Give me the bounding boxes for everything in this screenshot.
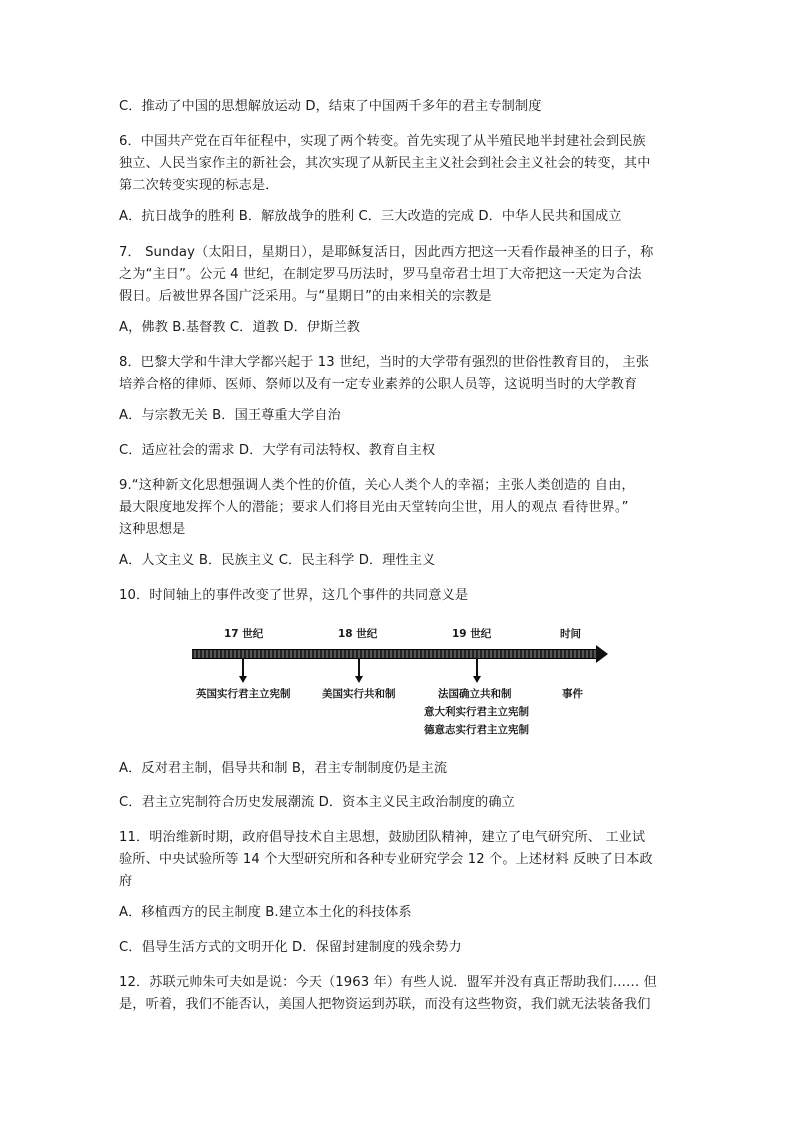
arrow-down-icon: [355, 676, 363, 683]
timeline-event-label: 事件: [562, 688, 583, 700]
text-line: C．推动了中国的思想解放运动 D，结束了中国两千多年的君主专制制度: [119, 99, 542, 114]
timeline-period-19: 19 世纪: [452, 628, 492, 640]
text-line: 府: [119, 874, 133, 889]
text-line: A．与宗教无关 B．国王尊重大学自治: [119, 408, 341, 423]
text-line: 验所、中央试验所等 14 个大型研究所和各种专业研究学会 12 个。上述材料 反映了日本政: [119, 852, 653, 867]
timeline-period-18: 18 世纪: [338, 628, 378, 640]
text-line: C．君主立宪制符合历史发展潮流 D．资本主义民主政治制度的确立: [119, 795, 515, 810]
timeline-axis: [192, 649, 596, 659]
arrow-down-icon: [239, 676, 247, 683]
text-line: 11．明治维新时期，政府倡导技术自主思想，鼓励团队精神，建立了电气研究所、 工业试: [119, 830, 646, 845]
text-line: 9.“这种新文化思想强调人类个性的价值，关心人类个人的幸福；主张人类创造的 自由，: [119, 478, 635, 493]
text-line: 6．中国共产党在百年征程中，实现了两个转变。首先实现了从半殖民地半封建社会到民族: [119, 134, 646, 149]
text-line: C．倡导生活方式的文明开化 D．保留封建制度的残余势力: [119, 940, 462, 955]
text-line: 7． Sunday（太阳日，星期日），是耶稣复活日，因此西方把这一天看作最神圣的日子，称: [119, 245, 654, 260]
text-line: 培养合格的律师、医师、祭师以及有一定专业素养的公职人员等，这说明当时的大学教育: [119, 377, 638, 392]
text-line: A．人文主义 B．民族主义 C．民主科学 D．理性主义: [119, 553, 436, 568]
timeline-event-18: 美国实行共和制: [322, 688, 396, 700]
timeline-event-19b: 意大利实行君主立宪制: [424, 706, 529, 718]
text-line: 12．苏联元帅朱可夫如是说：今天（1963 年）有些人说．盟军并没有真正帮助我们…… 但: [119, 975, 657, 990]
text-line: A，佛教 B.基督教 C．道教 D．伊斯兰教: [119, 320, 361, 335]
text-line: A．反对君主制，倡导共和制 B，君主专制制度仍是主流: [119, 761, 448, 776]
text-line: 是，听着，我们不能否认，美国人把物资运到苏联，而没有这些物资，我们就无法装备我们: [119, 997, 651, 1012]
text-line: 这种思想是: [119, 522, 186, 537]
timeline-diagram: [190, 620, 620, 740]
text-line: C．适应社会的需求 D．大学有司法特权、教育自主权: [119, 443, 436, 458]
timeline-event-17: 英国实行君主立宪制: [196, 688, 291, 700]
text-line: 10．时间轴上的事件改变了世界，这几个事件的共同意义是: [119, 588, 469, 603]
timeline-period-17: 17 世纪: [224, 628, 264, 640]
text-line: 8．巴黎大学和牛津大学都兴起于 13 世纪，当时的大学带有强烈的世俗性教育目的， 主张: [119, 355, 649, 370]
timeline-axis-label: 时间: [560, 628, 581, 640]
text-line: A．抗日战争的胜利 B．解放战争的胜利 C．三大改造的完成 D．中华人民共和国成立: [119, 209, 622, 224]
arrow-head-icon: [596, 645, 608, 663]
text-line: A．移植西方的民主制度 B.建立本土化的科技体系: [119, 905, 412, 920]
timeline-event-19c: 德意志实行君主立宪制: [424, 724, 529, 736]
text-line: 假日。后被世界各国广泛采用。与“星期日”的由来相关的宗教是: [119, 289, 492, 304]
text-line: 第二次转变实现的标志是．: [119, 178, 279, 193]
arrow-down-icon: [473, 676, 481, 683]
text-line: 独立、人民当家作主的新社会，其次实现了从新民主主义社会到社会主义社会的转变，其中: [119, 156, 651, 171]
text-line: 最大限度地发挥个人的潜能；要求人们将目光由天堂转向尘世，用人的观点 看待世界。”: [119, 500, 629, 515]
timeline-event-19a: 法国确立共和制: [438, 688, 512, 700]
text-line: 之为“主日”。公元 4 世纪，在制定罗马历法时，罗马皇帝君士坦丁大帝把这一天定为合法: [119, 267, 642, 282]
